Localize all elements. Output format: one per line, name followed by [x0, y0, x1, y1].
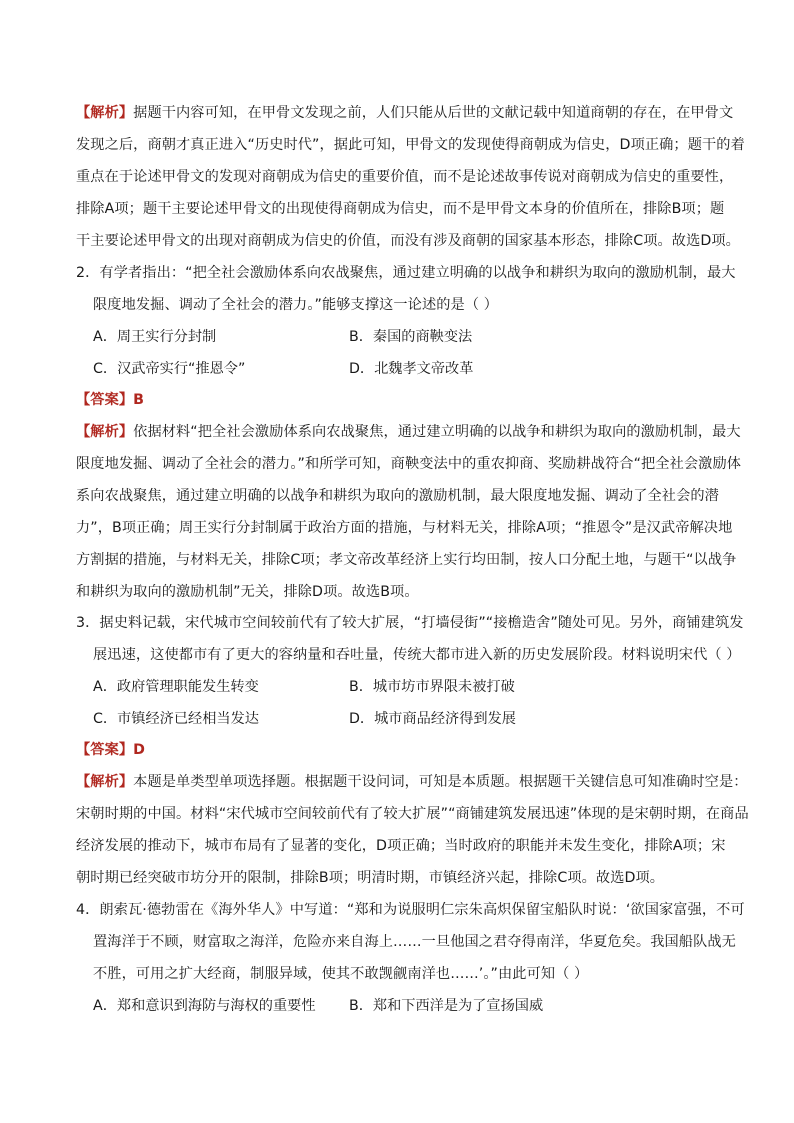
q1-analysis-line: 干主要论述甲骨文的出现对商朝成为信史的价值，而没有涉及商朝的国家基本形态，排除C项。故选D项。 [76, 233, 740, 249]
q2-option-c: C．汉武帝实行“推恩令” [93, 361, 246, 377]
q3-analysis-line: 经济发展的推动下，城市布局有了显著的变化，D项正确；当时政府的职能并未发生变化，排除A项；宋 [76, 838, 726, 854]
q1-analysis-line: 排除A项；题干主要论述甲骨文的出现使得商朝成为信史，而不是甲骨文本身的价值所在，排除B项；题 [76, 201, 725, 217]
q2-option-a: A．周王实行分封制 [93, 329, 217, 345]
q4-stem-line: 置海洋于不顾，财富取之海洋，危险亦来自海上……一旦他国之君夺得南洋，华夏危矣。我国船队战无 [93, 934, 736, 950]
q2-stem-line: 2．有学者指出：“把全社会激励体系向农战聚焦，通过建立明确的以战争和耕织为取向的激励机制，最大 [76, 265, 736, 281]
answer-value: D [133, 742, 146, 758]
q2-analysis-line: 方割据的措施，与材料无关，排除C项；孝文帝改革经济上实行均田制，按人口分配土地，与题干“以战争 [76, 552, 737, 568]
q2-analysis-line: 和耕织为取向的激励机制”无关，排除D项。故选B项。 [76, 584, 419, 600]
answer-label: 【答案】 [76, 742, 134, 758]
q1-analysis-line: 发现之后，商朝才真正进入“历史时代”，据此可知，甲骨文的发现使得商朝成为信史，D项正确；题干的着 [76, 137, 745, 153]
analysis-label: 【解析】 [76, 424, 134, 440]
analysis-label: 【解析】 [76, 105, 134, 121]
q2-analysis-line: 限度地发掘、调动了全社会的潜力。”和所学可知，商鞅变法中的重农抑商、奖励耕战符合“把全社会激励体 [76, 456, 742, 472]
q4-option-a: A．郑和意识到海防与海权的重要性 [93, 998, 316, 1014]
q4-option-b: B．郑和下西洋是为了宣扬国威 [349, 998, 544, 1014]
q2-answer [76, 391, 726, 409]
q3-stem-line: 3．据史料记载，宋代城市空间较前代有了较大扩展，“打墙侵街”“接檐造舍”随处可见。另外，商铺建筑发 [76, 615, 744, 631]
q3-analysis-line: 【解析】本题是单类型单项选择题。根据题干设问词，可知是本质题。根据题干关键信息可知准确时空是： [76, 774, 748, 790]
q3-option-b: B．城市坊市界限未被打破 [349, 679, 515, 695]
answer-value: B [133, 392, 145, 408]
q3-option-c: C．市镇经济已经相当发达 [93, 711, 259, 727]
q3-option-d: D．城市商品经济得到发展 [349, 711, 516, 727]
q3-option-a: A．政府管理职能发生转变 [93, 679, 259, 695]
analysis-label: 【解析】 [76, 774, 134, 790]
q2-option-d: D．北魏孝文帝改革 [349, 361, 474, 377]
q3-analysis-line: 朝时期已经突破市坊分开的限制，排除B项；明清时期，市镇经济兴起，排除C项。故选D项。 [76, 870, 665, 886]
q4-stem-line: 4．朗索瓦·德勃雷在《海外华人》中写道：“郑和为说服明仁宗朱高炽保留宝船队时说：‘欲国家富强，不可 [76, 902, 745, 918]
q1-analysis-line: 重点在于论述甲骨文的发现对商朝成为信史的重要价值，而不是论述故事传说对商朝成为信史的重要性， [76, 169, 734, 185]
q2-analysis-line: 力”，B项正确；周王实行分封制属于政治方面的措施，与材料无关，排除A项；“推恩令”是汉武帝解决地 [76, 520, 733, 536]
q3-answer [76, 741, 726, 759]
q3-stem-line: 展迅速，这使都市有了更大的容纳量和吞吐量，传统大都市进入新的历史发展阶段。材料说明宋代（ ） [93, 647, 741, 663]
q4-stem-line: 不胜，可用之扩大经商，制服异域，使其不敢觊觎南洋也……’。”由此可知（ ） [93, 966, 589, 982]
answer-label: 【答案】 [76, 392, 134, 408]
q2-option-b: B．秦国的商鞅变法 [349, 329, 473, 345]
q1-analysis-line: 【解析】据题干内容可知，在甲骨文发现之前，人们只能从后世的文献记载中知道商朝的存在，在甲骨文 [76, 105, 734, 121]
q2-analysis-line: 【解析】依据材料“把全社会激励体系向农战聚焦，通过建立明确的以战争和耕织为取向的激励机制，最大 [76, 424, 741, 440]
q2-stem-line: 限度地发掘、调动了全社会的潜力。”能够支撑这一论述的是（ ） [93, 297, 499, 313]
q3-analysis-line: 宋朝时期的中国。材料“宋代城市空间较前代有了较大扩展”“商铺建筑发展迅速”体现的是宋朝时期，在商品 [76, 806, 749, 822]
q2-analysis-line: 系向农战聚焦，通过建立明确的以战争和耕织为取向的激励机制，最大限度地发掘、调动了全社会的潜 [76, 488, 719, 504]
